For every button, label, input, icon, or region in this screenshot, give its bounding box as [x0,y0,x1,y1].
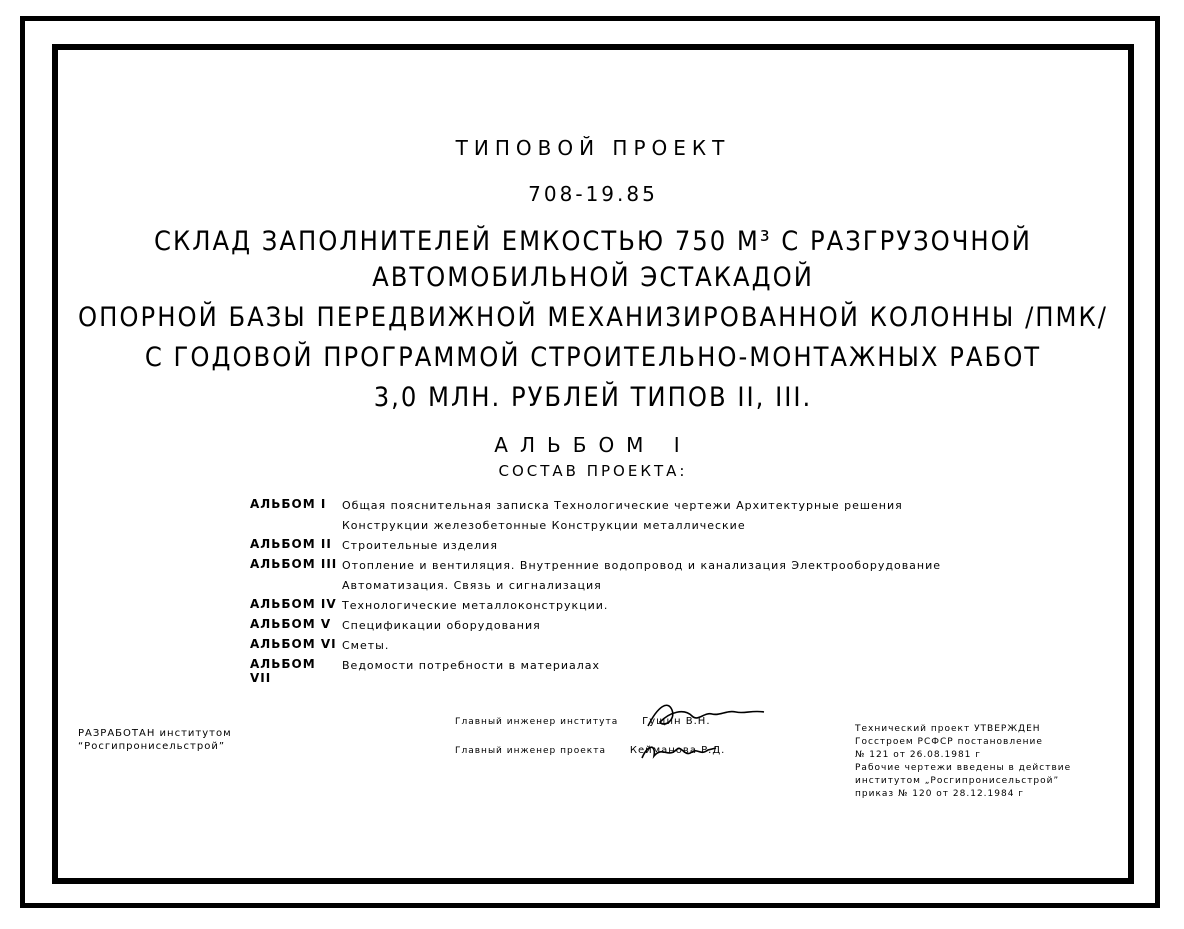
project-number: 708-19.85 [528,182,658,206]
project-kind: ТИПОВОЙ ПРОЕКТ [455,136,731,160]
signature-1 [640,698,770,732]
engineer-name: Кейманова Р.Д. [629,745,726,756]
album-label: АЛЬБОМ VII [250,657,316,685]
album-label: АЛЬБОМ V [250,617,332,631]
album-text: Отопление и вентиляция. Внутренние водопровод и канализация Электрооборудование [342,559,942,572]
album-label: АЛЬБОМ IV [250,597,337,611]
title-line-4: С ГОДОВОЙ ПРОГРАММОЙ СТРОИТЕЛЬНО-МОНТАЖНЫХ РАБОТ [144,342,1042,373]
album-text: Автоматизация. Связь и сигнализация [342,579,602,592]
approval-line: институтом „Росгипронисельстрой” [855,776,1060,786]
album-row [250,577,1070,595]
album-row [250,497,1070,515]
approval-line: Госстроем РСФСР постановление [855,737,1043,747]
approval-line: приказ № 120 от 28.12.1984 г [855,789,1025,799]
album-label: АЛЬБОМ II [250,537,332,551]
album-label: АЛЬБОМ I [250,497,327,511]
title-line-3: ОПОРНОЙ БАЗЫ ПЕРЕДВИЖНОЙ МЕХАНИЗИРОВАННОЙ КОЛОННЫ /ПМК/ [78,302,1108,333]
album-text: Сметы. [342,639,390,652]
developer-line-2: “Росгипронисельстрой” [78,741,226,752]
album-row [250,597,1070,615]
album-text: Общая пояснительная записка Технологические чертежи Архитектурные решения [342,499,903,512]
album-text: Технологические металлоконструкции. [342,599,609,612]
approval-block [855,723,1071,801]
album-label: АЛЬБОМ III [250,557,338,571]
signature-2 [638,736,718,766]
album-label: АЛЬБОМ VI [250,637,337,651]
album-text: Конструкции железобетонные Конструкции металлические [342,519,746,532]
engineer-role: Главный инженер проекта [455,746,606,756]
developer-line-1: РАЗРАБОТАН институтом [78,728,232,739]
album-text: Ведомости потребности в материалах [342,659,601,672]
album-row [250,657,1070,685]
album-row [250,637,1070,655]
approval-line: Рабочие чертежи введены в действие [855,763,1072,773]
album-heading: АЛЬБОМ I [494,433,692,457]
album-row [250,537,1070,555]
album-row [250,557,1070,575]
approval-line: Технический проект УТВЕРЖДЕН [855,724,1041,734]
album-list [250,497,1070,687]
approval-line: № 121 от 26.08.1981 г [855,750,981,760]
album-text: Спецификации оборудования [342,619,541,632]
engineer-name: Гущин В.Н. [642,716,711,727]
album-row [250,517,1070,535]
album-text: Строительные изделия [342,539,498,552]
developer-block [78,727,232,753]
contents-heading: СОСТАВ ПРОЕКТА: [498,462,688,480]
engineer-role: Главный инженер института [455,717,619,727]
title-line-1: СКЛАД ЗАПОЛНИТЕЛЕЙ ЕМКОСТЬЮ 750 М³ С РАЗГРУЗОЧНОЙ [154,226,1032,257]
album-row [250,617,1070,635]
title-line-2: АВТОМОБИЛЬНОЙ ЭСТАКАДОЙ [372,262,814,293]
title-line-5: 3,0 МЛН. РУБЛЕЙ ТИПОВ II, III. [373,382,813,413]
